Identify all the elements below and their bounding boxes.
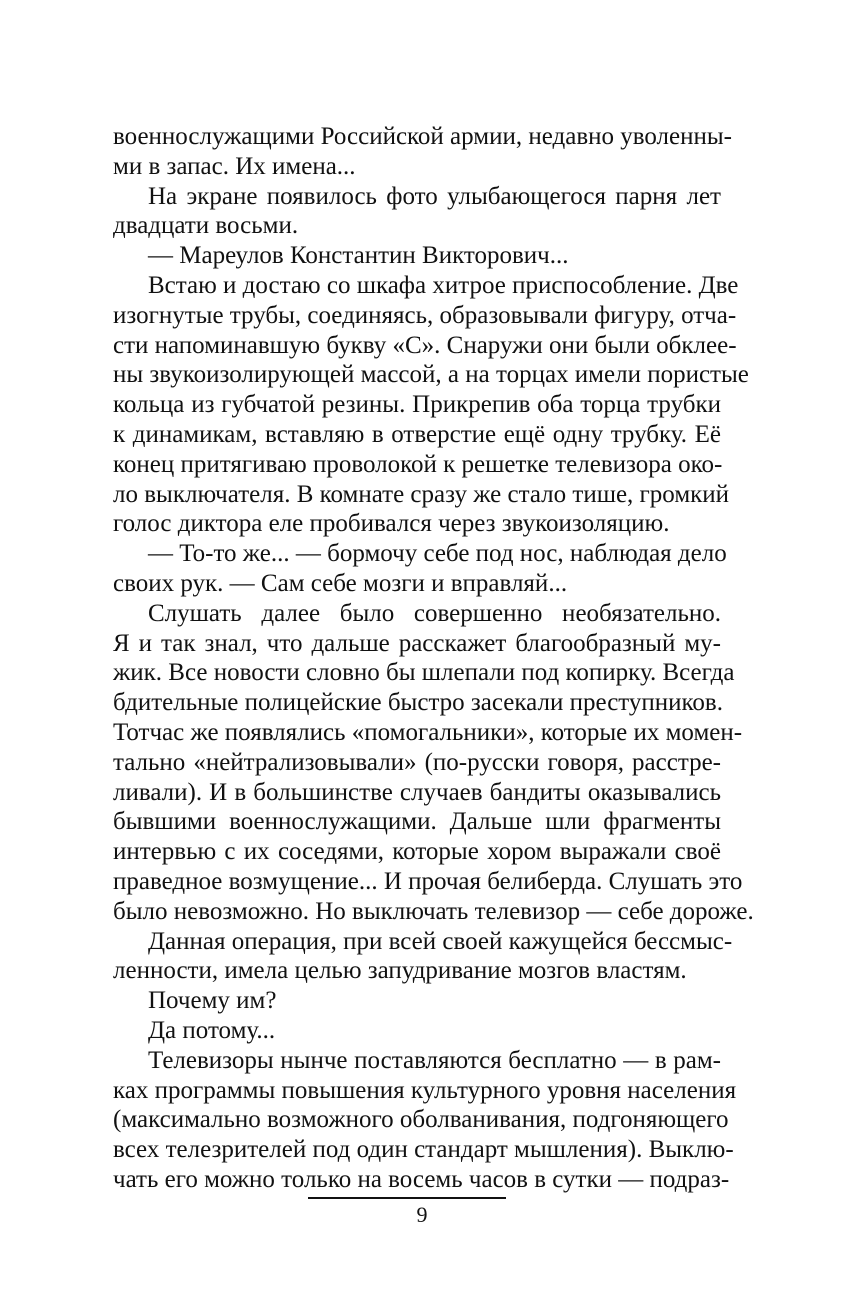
- text-line: бывшими военнослужащими. Дальше шли фрагменты: [113, 808, 721, 836]
- text-line: праведное возмущение... И прочая белиберда. Слушать это: [113, 867, 743, 895]
- text-line: интервью с их соседями, которые хором выражали своё: [113, 838, 721, 866]
- text-line: конец притягиваю проволокой к решетке телевизора око-: [113, 450, 723, 478]
- text-line: Я и так знал, что дальше расскажет благообразный му-: [113, 629, 721, 657]
- text-line: чать его можно только на восемь часов в сутки — подраз-: [113, 1165, 730, 1193]
- text-line: ленности, имела целью запудривание мозгов властям.: [113, 957, 687, 985]
- text-line: было невозможно. Но выключать телевизор — себе дороже.: [113, 897, 754, 925]
- text-line: кольца из губчатой резины. Прикрепив оба торца трубки: [113, 391, 721, 419]
- text-line: ны звукоизолирующей массой, а на торцах имели пористые: [113, 361, 749, 389]
- text-line: сти напоминавшую букву «С». Снаружи они были обклее-: [113, 331, 737, 359]
- page-number: 9: [416, 1202, 428, 1227]
- footer-divider: [308, 1197, 506, 1199]
- text-line: На экране появилось фото улыбающегося парня лет: [148, 182, 721, 210]
- text-line: — То-то же... — бормочу себе под нос, наблюдая дело: [148, 540, 727, 568]
- text-line: Данная операция, при всей своей кажущейся бессмыс-: [148, 927, 733, 955]
- text-line: ми в запас. Их имена...: [113, 152, 356, 180]
- text-line: — Мареулов Константин Викторович...: [148, 242, 569, 270]
- text-line: Встаю и достаю со шкафа хитрое приспособление. Две: [148, 271, 739, 299]
- text-line: к динамикам, вставляю в отверстие ещё одну трубку. Её: [113, 420, 721, 448]
- text-line: ках программы повышения культурного уровня населения: [113, 1076, 737, 1104]
- text-line: Да потому...: [148, 1016, 276, 1044]
- text-line: всех телезрителей под один стандарт мышления). Выклю-: [113, 1136, 734, 1164]
- text-line: Тотчас же появлялись «помогальники», которые их момен-: [113, 718, 743, 746]
- text-line: ливали). И в большинстве случаев бандиты оказывались: [113, 778, 721, 806]
- text-line: военнослужащими Российской армии, недавно уволенны-: [113, 123, 733, 150]
- text-line: бдительные полицейские быстро засекали преступников.: [113, 689, 723, 717]
- text-line: Телевизоры нынче поставляются бесплатно — в рам-: [148, 1046, 721, 1074]
- text-line: ло выключателя. В комнате сразу же стало тише, громкий: [113, 480, 730, 508]
- text-line: голос диктора еле пробивался через звукоизоляцию.: [113, 510, 670, 538]
- text-line: изогнутые трубы, соединяясь, образовывали фигуру, отча-: [113, 301, 737, 329]
- text-line: (максимально возможного оболванивания, подгоняющего: [113, 1106, 729, 1134]
- text-line: Слушать далее было совершенно необязательно.: [148, 599, 721, 627]
- text-line: своих рук. — Сам себе мозги и вправляй...: [113, 569, 568, 597]
- text-line: Почему им?: [148, 987, 277, 1015]
- body-text: [113, 122, 754, 1195]
- text-line: жик. Все новости словно бы шлепали под копирку. Всегда: [113, 659, 735, 687]
- text-line: тально «нейтрализовывали» (по-русски говоря, расстре-: [113, 748, 721, 776]
- text-line: двадцати восьми.: [113, 212, 299, 240]
